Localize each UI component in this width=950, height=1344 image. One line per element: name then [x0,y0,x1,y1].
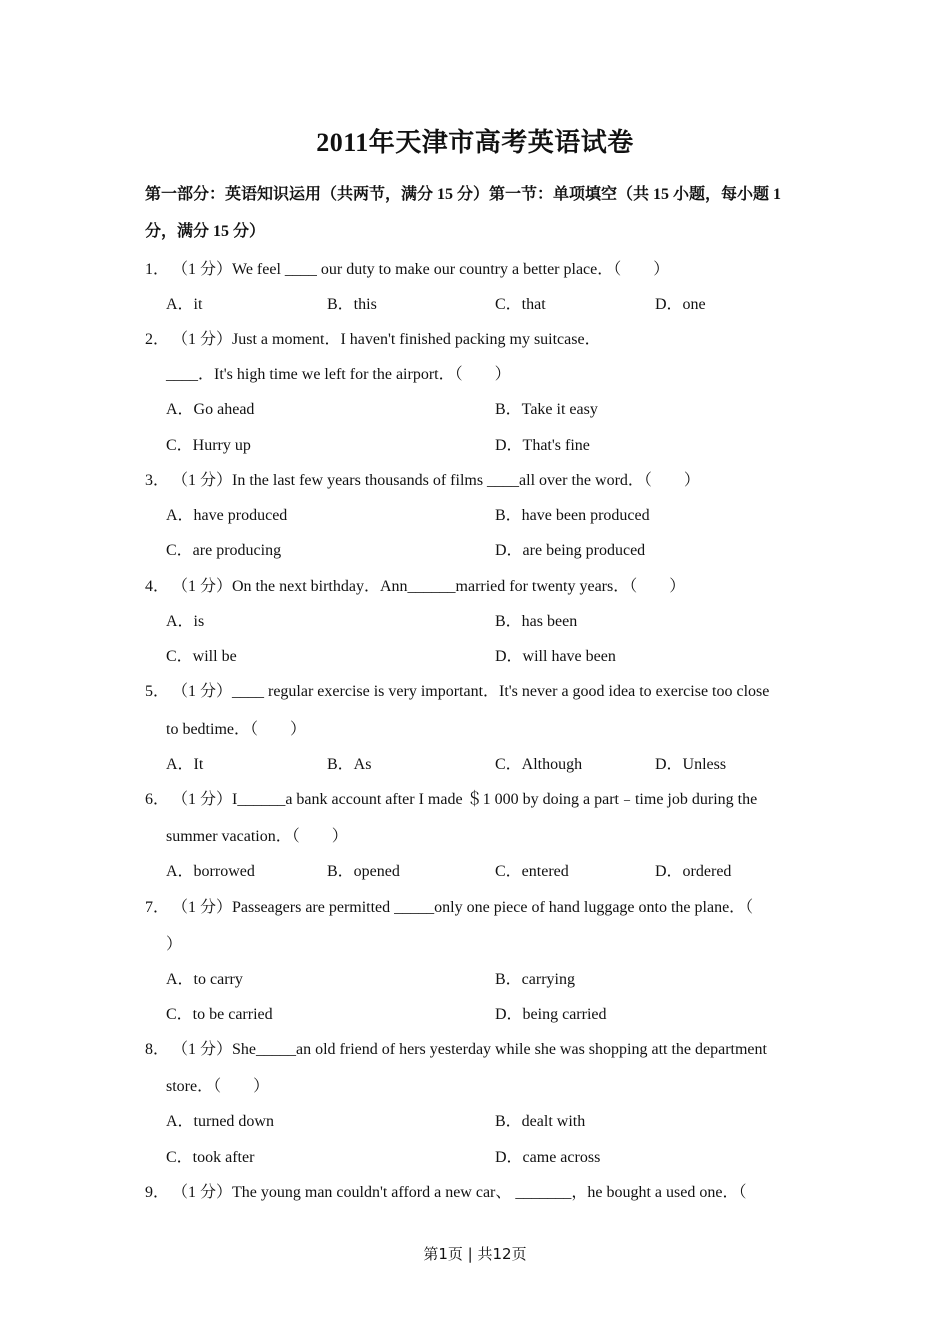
option-c: C．that [495,296,546,313]
option-a: A．Go ahead [166,401,255,418]
option-d: D．being carried [495,1006,607,1023]
question-number: 8． [145,1041,170,1058]
question-number: 9． [145,1184,170,1201]
question-2 [145,326,601,349]
question-text-continued: to bedtime．（ ） [166,721,306,738]
question-number: 4． [145,578,170,595]
question-text: （1 分）She_____an old friend of hers yesterday while she was shopping att the department [172,1041,767,1058]
option-c: C．entered [495,863,569,880]
option-b: B．have been produced [495,507,650,524]
question-number: 1． [145,261,170,278]
question-text: （1 分）On the next birthday．Ann______married for twenty years．（ ） [172,578,686,595]
option-a: A．have produced [166,507,288,524]
option-c: C．will be [166,648,237,665]
question-text: （1 分）Just a moment．I haven't finished packing my suitcase． [172,331,601,348]
option-d: D．ordered [655,863,732,880]
option-c: C．took after [166,1149,255,1166]
question-text: （1 分）Passeagers are permitted _____only one piece of hand luggage onto the plane．（ [172,899,754,916]
option-d: D．came across [495,1149,601,1166]
option-a: A．It [166,756,204,773]
option-a: A．turned down [166,1113,274,1130]
question-7 [145,894,753,917]
question-3 [145,467,700,490]
question-number: 6． [145,791,170,808]
option-b: B．has been [495,613,578,630]
option-d: D．That's fine [495,437,590,454]
question-number: 2． [145,331,170,348]
option-c: C．to be carried [166,1006,273,1023]
option-b: B．As [327,756,372,773]
option-c: C．Hurry up [166,437,251,454]
question-text-continued: ） [166,936,183,953]
question-number: 7． [145,899,170,916]
option-b: B．Take it easy [495,401,598,418]
question-text-continued: store．（ ） [166,1078,270,1095]
question-text: （1 分）We feel ____ our duty to make our country a better place．（ ） [172,261,670,278]
page-title: 2011年天津市高考英语试卷 [316,128,634,157]
question-text: （1 分）I______a bank account after I made ＄1 000 by doing a part﹣time job during the [172,791,758,808]
question-9 [145,1179,746,1202]
option-b: B．carrying [495,971,575,988]
option-c: C．Although [495,756,583,773]
question-5 [145,678,769,701]
question-6 [145,786,757,809]
option-b: B．opened [327,863,400,880]
question-number: 3． [145,472,170,489]
option-a: A．is [166,613,205,630]
question-8 [145,1036,767,1059]
option-d: D．Unless [655,756,727,773]
option-a: A．borrowed [166,863,255,880]
question-text-continued: ____．It's high time we left for the airport．（ ） [166,366,511,383]
option-c: C．are producing [166,542,282,559]
option-a: A．to carry [166,971,243,988]
option-b: B．dealt with [495,1113,586,1130]
question-text: （1 分）In the last few years thousands of films ____all over the word．（ ） [172,472,700,489]
question-1 [145,256,669,279]
question-number: 5． [145,683,170,700]
question-text: （1 分）The young man couldn't afford a new car、 _______，he bought a used one．（ [172,1184,747,1201]
option-d: D．one [655,296,706,313]
section-heading: 第一部分：英语知识运用（共两节，满分 15 分）第一节：单项填空（共 15 小题，每小题 1 分，满分 15 分） [145,186,782,240]
question-text: （1 分）____ regular exercise is very important．It's never a good idea to exercise too close [172,683,770,700]
option-d: D．will have been [495,648,616,665]
question-text-continued: summer vacation．（ ） [166,828,348,845]
question-4 [145,573,685,596]
option-a: A．it [166,296,203,313]
page-footer: 第1页 | 共12页 [423,1245,527,1263]
option-d: D．are being produced [495,542,646,559]
option-b: B．this [327,296,377,313]
